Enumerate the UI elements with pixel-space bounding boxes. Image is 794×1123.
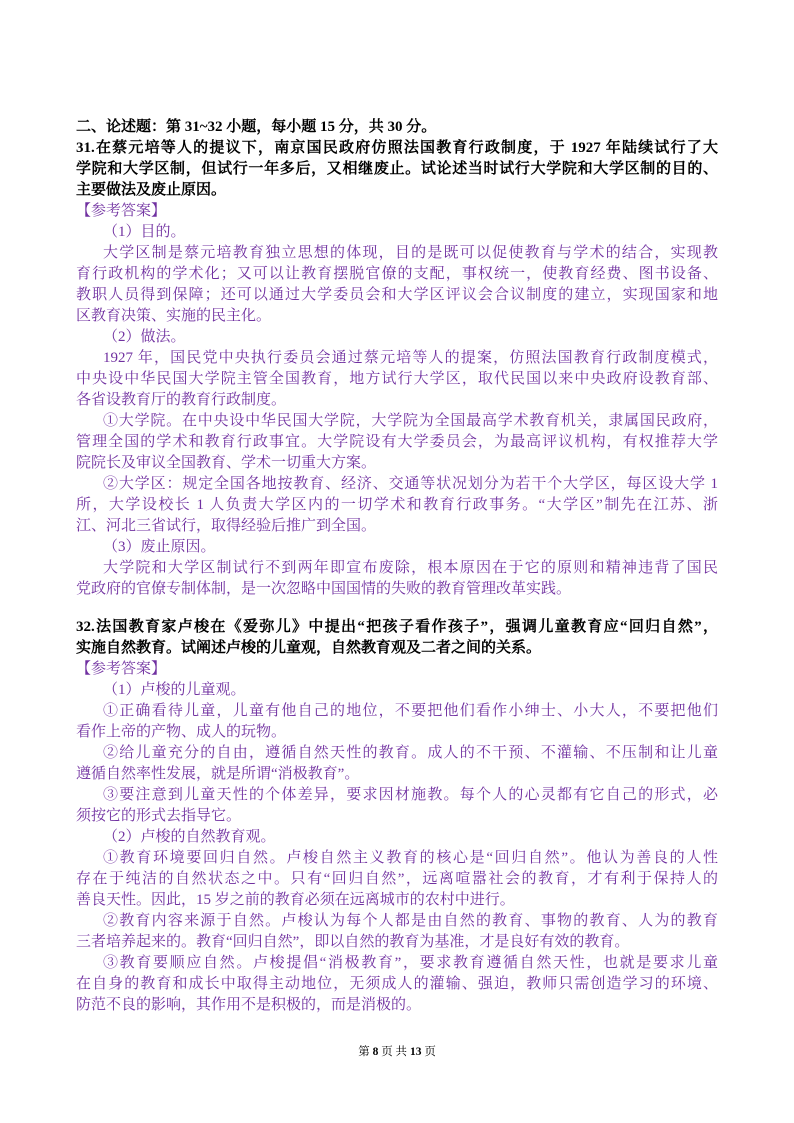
answer-31-university-district	[76, 474, 718, 537]
answer-31-abolition-title: （3）废止原因。	[103, 539, 216, 555]
answer-31-university-council	[76, 411, 718, 474]
answer-32-nature-education-point-3	[76, 953, 718, 1016]
answer-32-nature-education-point-2	[76, 911, 718, 953]
paragraph-line: 所，大学设校长 1 人负责大学区内的一切学术和教育行政事务。“大学区”制先在江苏、浙	[76, 497, 718, 513]
paragraph-line: 江、河北三省试行，取得经验后推广到全国。	[76, 518, 377, 534]
paragraph-line: 防范不良的影响，其作用不是积极的，而是消极的。	[76, 997, 422, 1013]
paragraph-line: 须按它的形式去指导它。	[76, 808, 242, 824]
paragraph-line: 看作上帝的产物、成人的玩物。	[76, 724, 287, 740]
paragraph-line: 三者培养起来的。教育“回归自然”，即以自然的教育为基准，才是良好有效的教育。	[76, 934, 630, 950]
paragraph-line: ①教育环境要回归自然。卢梭自然主义教育的核心是“回归自然”。他认为善良的人性	[103, 850, 718, 866]
paragraph-line: 大学院和大学区制试行不到两年即宣布废除，根本原因在于它的原则和精神违背了国民	[103, 560, 718, 576]
answer-32	[76, 659, 718, 1016]
paragraph-line: 教职人员得到保障；还可以通过大学委员会和大学区评议会合议制度的建立，实现国家和地	[76, 287, 718, 303]
answer-32-child-view-point-2	[76, 743, 718, 785]
paragraph-line: 1927 年，国民党中央执行委员会通过蔡元培等人的提案，仿照法国教育行政制度模式，	[103, 350, 718, 366]
paragraph-line: ②教育内容来源于自然。卢梭认为每个人都是由自然的教育、事物的教育、人为的教育	[103, 913, 718, 929]
paragraph-line: 大学区制是蔡元培教育独立思想的体现，目的是既可以促使教育与学术的结合，实现教	[103, 245, 718, 261]
question-31-prompt-line: 31.在蔡元培等人的提议下，南京国民政府仿照法国教育行政制度，于 1927 年陆续试行了大	[76, 140, 718, 156]
current-page-number: 8	[372, 1046, 379, 1058]
paragraph-line: 各省设教育厅的教育行政制度。	[76, 392, 287, 408]
question-31-prompt-line: 学院和大学区制，但试行一年多后，又相继废止。试论述当时试行大学院和大学区制的目的、	[76, 161, 718, 177]
paragraph-line: 中央设中华民国大学院主管全国教育，地方试行大学区，取代民国以来中央政府设教育部、	[76, 371, 718, 387]
question-31	[76, 138, 718, 201]
question-31-prompt-line: 主要做法及废止原因。	[76, 182, 227, 198]
total-pages-number: 13	[409, 1046, 422, 1058]
answer-31-method-intro	[76, 348, 718, 411]
question-separator	[76, 600, 718, 617]
paragraph-line: ③要注意到儿童天性的个体差异，要求因材施教。每个人的心灵都有它自己的形式，必	[103, 787, 718, 803]
page-number-prefix: 第	[358, 1046, 370, 1058]
paragraph-line: 遵循自然率性发展，就是所谓“消极教育”。	[76, 766, 360, 782]
page-footer	[0, 1044, 794, 1060]
question-32	[76, 617, 718, 659]
answer-31-purpose-paragraph	[76, 243, 718, 327]
paragraph-line: 存在于纯洁的自然状态之中。只有“回归自然”，远离喧嚣社会的教育，才有利于保持人的	[76, 871, 718, 887]
paragraph-line: 在自身的教育和成长中取得主动地位，无须成人的灌输、强迫，教师只需创造学习的环境、	[76, 976, 718, 992]
question-32-prompt-line: 实施自然教育。试阐述卢梭的儿童观，自然教育观及二者之间的关系。	[76, 640, 542, 656]
section-heading: 二、论述题：第 31~32 小题，每小题 15 分，共 30 分。	[76, 119, 437, 135]
answer-32-child-view-point-1	[76, 701, 718, 743]
answer-31-abolition-paragraph	[76, 558, 718, 600]
page-number-middle: 页 共	[381, 1046, 408, 1058]
answer-32-child-view-point-3	[76, 785, 718, 827]
paragraph-line: 党政府的官僚专制体制，是一次忽略中国国情的失败的教育管理改革实践。	[76, 581, 572, 597]
answer-31	[76, 201, 718, 600]
paragraph-line: ①正确看待儿童，儿童有他自己的地位，不要把他们看作小绅士、小大人，不要把他们	[103, 703, 718, 719]
page-number-suffix: 页	[424, 1046, 436, 1058]
answer-label: 【参考答案】	[76, 203, 167, 219]
paragraph-line: 管理全国的学术和教育行政事宜。大学院设有大学委员会，为最高评议机构，有权推荐大学	[76, 434, 718, 450]
paragraph-line: 区教育决策、实施的民主化。	[76, 308, 272, 324]
answer-32-nature-education-point-1	[76, 848, 718, 911]
paragraph-line: 善良天性。因此，15 岁之前的教育必须在远离城市的农村中进行。	[76, 892, 515, 908]
answer-32-nature-education-title: （2）卢梭的自然教育观。	[103, 829, 276, 845]
answer-32-child-view-title: （1）卢梭的儿童观。	[103, 682, 246, 698]
paragraph-line: ②给儿童充分的自由，遵循自然天性的教育。成人的不干预、不灌输、不压制和让儿童	[103, 745, 718, 761]
paragraph-line: 院院长及审议全国教育、学术一切重大方案。	[76, 455, 377, 471]
paragraph-line: ②大学区：规定全国各地按教育、经济、交通等状况划分为若干个大学区，每区设大学 1	[103, 476, 718, 492]
paragraph-line: 育行政机构的学术化；又可以让教育摆脱官僚的支配，事权统一，使教育经费、图书设备、	[76, 266, 718, 282]
paragraph-line: ①大学院。在中央设中华民国大学院，大学院为全国最高学术教育机关，隶属国民政府，	[103, 413, 718, 429]
answer-label: 【参考答案】	[76, 661, 167, 677]
answer-31-purpose-title: （1）目的。	[103, 224, 186, 240]
paragraph-line: ③教育要顺应自然。卢梭提倡“消极教育”，要求教育遵循自然天性，也就是要求儿童	[103, 955, 718, 971]
question-32-prompt-line: 32.法国教育家卢梭在《爱弥儿》中提出“把孩子看作孩子”，强调儿童教育应“回归自然”，	[76, 619, 718, 635]
page-content	[76, 117, 718, 1016]
answer-31-method-title: （2）做法。	[103, 329, 186, 345]
